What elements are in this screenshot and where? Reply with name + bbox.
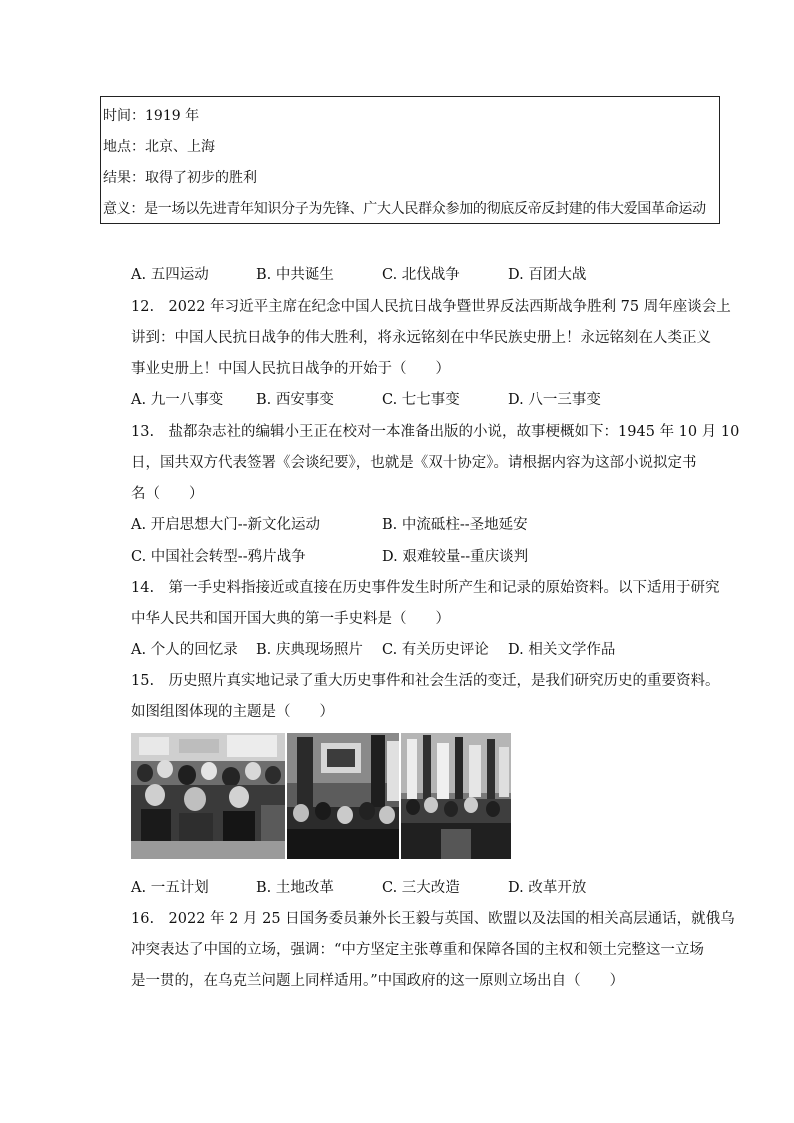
q15-option-c: C. 三大改造	[382, 880, 460, 896]
q11-option-a: A. 五四运动	[131, 267, 209, 283]
q14-line-2: 中华人民共和国开国大典的第一手史料是（ ）	[131, 611, 450, 627]
q13-option-c: C. 中国社会转型--鸦片战争	[131, 549, 306, 565]
historical-photo-2	[287, 733, 399, 859]
q15-option-b: B. 土地改革	[256, 880, 334, 896]
q12-line-1: 12. 2022 年习近平主席在纪念中国人民抗日战争暨世界反法西斯战争胜利 75 周年座谈会上	[131, 299, 731, 315]
info-meaning: 意义：是一场以先进青年知识分子为先锋、广大人民群众参加的彻底反帝反封建的伟大爱国革命运动	[103, 201, 706, 217]
q13-option-d: D. 艰难较量--重庆谈判	[382, 549, 529, 565]
q11-option-c: C. 北伐战争	[382, 267, 460, 283]
q12-line-3: 事业史册上！中国人民抗日战争的开始于（ ）	[131, 361, 450, 377]
q13-line-3: 名（ ）	[131, 486, 204, 502]
q12-option-d: D. 八一三事变	[508, 392, 601, 408]
info-place: 地点：北京、上海	[103, 139, 215, 155]
historical-photo-group	[131, 733, 511, 859]
historical-photo-3	[401, 733, 511, 859]
q14-option-a: A. 个人的回忆录	[131, 642, 238, 658]
q12-option-c: C. 七七事变	[382, 392, 460, 408]
q13-line-1: 13. 盐都杂志社的编辑小王正在校对一本准备出版的小说，故事梗概如下：1945 年 10 月 10	[131, 424, 740, 440]
q15-line-1: 15. 历史照片真实地记录了重大历史事件和社会生活的变迁，是我们研究历史的重要资料。	[131, 673, 720, 689]
q14-option-c: C. 有关历史评论	[382, 642, 489, 658]
info-result: 结果：取得了初步的胜利	[103, 170, 257, 186]
q14-line-1: 14. 第一手史料指接近或直接在历史事件发生时所产生和记录的原始资料。以下适用于研究	[131, 580, 720, 596]
historical-photo-1	[131, 733, 285, 859]
q11-option-b: B. 中共诞生	[256, 267, 334, 283]
info-time: 时间：1919 年	[103, 108, 200, 124]
info-box	[100, 96, 720, 224]
q12-option-b: B. 西安事变	[256, 392, 334, 408]
q11-option-d: D. 百团大战	[508, 267, 587, 283]
q14-option-d: D. 相关文学作品	[508, 642, 616, 658]
q13-option-b: B. 中流砥柱--圣地延安	[382, 517, 528, 533]
q13-option-a: A. 开启思想大门--新文化运动	[131, 517, 320, 533]
q14-option-b: B. 庆典现场照片	[256, 642, 363, 658]
q16-line-3: 是一贯的，在乌克兰问题上同样适用。”中国政府的这一原则立场出自（ ）	[131, 973, 625, 989]
q15-line-2: 如图组图体现的主题是（ ）	[131, 704, 334, 720]
q15-option-a: A. 一五计划	[131, 880, 209, 896]
q16-line-1: 16. 2022 年 2 月 25 日国务委员兼外长王毅与英国、欧盟以及法国的相关高层通话，就俄乌	[131, 911, 735, 927]
q12-line-2: 讲到：中国人民抗日战争的伟大胜利，将永远铭刻在中华民族史册上！永远铭刻在人类正义	[131, 330, 711, 346]
q12-option-a: A. 九一八事变	[131, 392, 224, 408]
q13-line-2: 日，国共双方代表签署《会谈纪要》，也就是《双十协定》。请根据内容为这部小说拟定书	[131, 455, 697, 471]
q15-option-d: D. 改革开放	[508, 880, 587, 896]
q16-line-2: 冲突表达了中国的立场，强调：“中方坚定主张尊重和保障各国的主权和领土完整这一立场	[131, 942, 704, 958]
